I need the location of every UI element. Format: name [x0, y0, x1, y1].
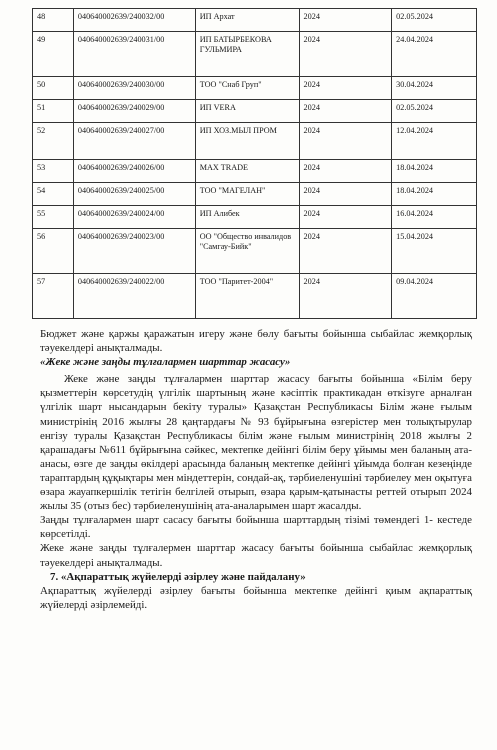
contracts-paragraph: Жеке және заңды тұлғалармен шарттар жасасу бағыты бойынша «Білім беру қызметтерін көрсетудің үлгілік шартының және кәсіптік практикадан өткізуге арналған үлгілік шарт нысандарын бекіту туралы» Қазақстан Республикасы Білім және ғылым министрінің 2016 жылғы 28 қаңтардағы № 93 бұйрығына өзгерістер мен толықтырулар енгізу туралы Қазақстан Республикасы білім және ғылым министрінің 2018 жылғы 2 қарашадағы №611 бұйрығына сәйкес, мектепке дейінгі білім беру ұйымы мен баланың ата-анасы, өзге де заңды өкілдері арасында баланың мектепке дейінгі ұйымда болған кезеңінде тараптардың құқықтары мен міндеттерін, сондай-ақ, тәрбиеленушіні тәрбиелеу мен оқытуға өзара жауапкершілік тетігін белгілей отырып, өзара қарым-қатынасты реттей отырып 2024 жылы 35 (отыз бес) тәрбиеленушінің ата-аналарымен шарт жасалды.	[40, 373, 472, 513]
contract-year: 2024	[299, 160, 392, 183]
contractor-name: ОО "Общество инвалидов "Самгау-Бийк"	[195, 229, 299, 274]
contracts-risk-paragraph: Жеке және заңды тұлғалермен шарттар жасасу бағыты бойынша сыбайлас жемқорлық тәуекелдері анықталмады.	[40, 542, 472, 569]
contract-date: 09.04.2024	[392, 274, 477, 319]
contract-code: 040640002639/240032/00	[73, 9, 195, 32]
contract-year: 2024	[299, 274, 392, 319]
row-number: 52	[33, 123, 74, 160]
contract-year: 2024	[299, 206, 392, 229]
contract-code: 040640002639/240026/00	[73, 160, 195, 183]
contract-code: 040640002639/240022/00	[73, 274, 195, 319]
budget-paragraph: Бюджет және қаржы қаражатын игеру және бөлу бағыты бойынша сыбайлас жемқорлық тәуекелдері анықталмады.	[40, 328, 472, 355]
row-number: 56	[33, 229, 74, 274]
contractor-name: MAX TRADE	[195, 160, 299, 183]
table-row	[33, 123, 477, 160]
document-body	[40, 327, 472, 612]
contract-year: 2024	[299, 9, 392, 32]
table-row	[33, 160, 477, 183]
table-row	[33, 229, 477, 274]
row-number: 54	[33, 183, 74, 206]
contract-code: 040640002639/240031/00	[73, 32, 195, 77]
contract-date: 18.04.2024	[392, 160, 477, 183]
contractor-name: ТОО "МАГЕЛАН"	[195, 183, 299, 206]
contract-date: 30.04.2024	[392, 77, 477, 100]
contract-year: 2024	[299, 77, 392, 100]
table-row	[33, 206, 477, 229]
row-number: 51	[33, 100, 74, 123]
row-number: 49	[33, 32, 74, 77]
contract-date: 02.05.2024	[392, 100, 477, 123]
contracts-list-paragraph: Заңды тұлғалармен шарт сасасу бағыты бойынша шарттардың тізімі төмендегі 1- кестеде көрсетілді.	[40, 514, 472, 541]
row-number: 55	[33, 206, 74, 229]
table-row	[33, 32, 477, 77]
table-row	[33, 100, 477, 123]
contract-year: 2024	[299, 123, 392, 160]
section-heading-contracts: «Жеке және заңды тұлғалармен шарттар жасасу»	[40, 356, 291, 369]
information-systems-paragraph: Ақпараттық жүйелерді әзірлеу бағыты бойынша мектепке дейінгі қиым ақпараттық жүйелерді әзірлемейді.	[40, 584, 472, 611]
section-heading-information-systems: 7. «Ақпараттық жүйелерді әзірлеу және пайдалану»	[50, 570, 306, 583]
table-row	[33, 9, 477, 32]
row-number: 57	[33, 274, 74, 319]
contractor-name: ИП БАТЫРБЕКОВА ГУЛЬМИРА	[195, 32, 299, 77]
contract-code: 040640002639/240027/00	[73, 123, 195, 160]
contract-code: 040640002639/240025/00	[73, 183, 195, 206]
contractor-name: ТОО "Снаб Груп"	[195, 77, 299, 100]
contract-code: 040640002639/240024/00	[73, 206, 195, 229]
table-row	[33, 77, 477, 100]
contract-year: 2024	[299, 100, 392, 123]
contract-date: 15.04.2024	[392, 229, 477, 274]
contract-code: 040640002639/240023/00	[73, 229, 195, 274]
contract-year: 2024	[299, 229, 392, 274]
contract-date: 12.04.2024	[392, 123, 477, 160]
row-number: 53	[33, 160, 74, 183]
row-number: 50	[33, 77, 74, 100]
contractor-name: ИП VERA	[195, 100, 299, 123]
contract-year: 2024	[299, 183, 392, 206]
contract-date: 16.04.2024	[392, 206, 477, 229]
contractor-name: ИП Архат	[195, 9, 299, 32]
contract-code: 040640002639/240029/00	[73, 100, 195, 123]
contractor-name: ИП Алибек	[195, 206, 299, 229]
table-row	[33, 183, 477, 206]
contract-date: 02.05.2024	[392, 9, 477, 32]
contracts-table	[32, 8, 477, 319]
contract-date: 18.04.2024	[392, 183, 477, 206]
contractor-name: ИП ХОЗ.МЫЛ ПРОМ	[195, 123, 299, 160]
table-row	[33, 274, 477, 319]
contract-code: 040640002639/240030/00	[73, 77, 195, 100]
row-number: 48	[33, 9, 74, 32]
contract-date: 24.04.2024	[392, 32, 477, 77]
contract-year: 2024	[299, 32, 392, 77]
contractor-name: ТОО "Паритет-2004"	[195, 274, 299, 319]
